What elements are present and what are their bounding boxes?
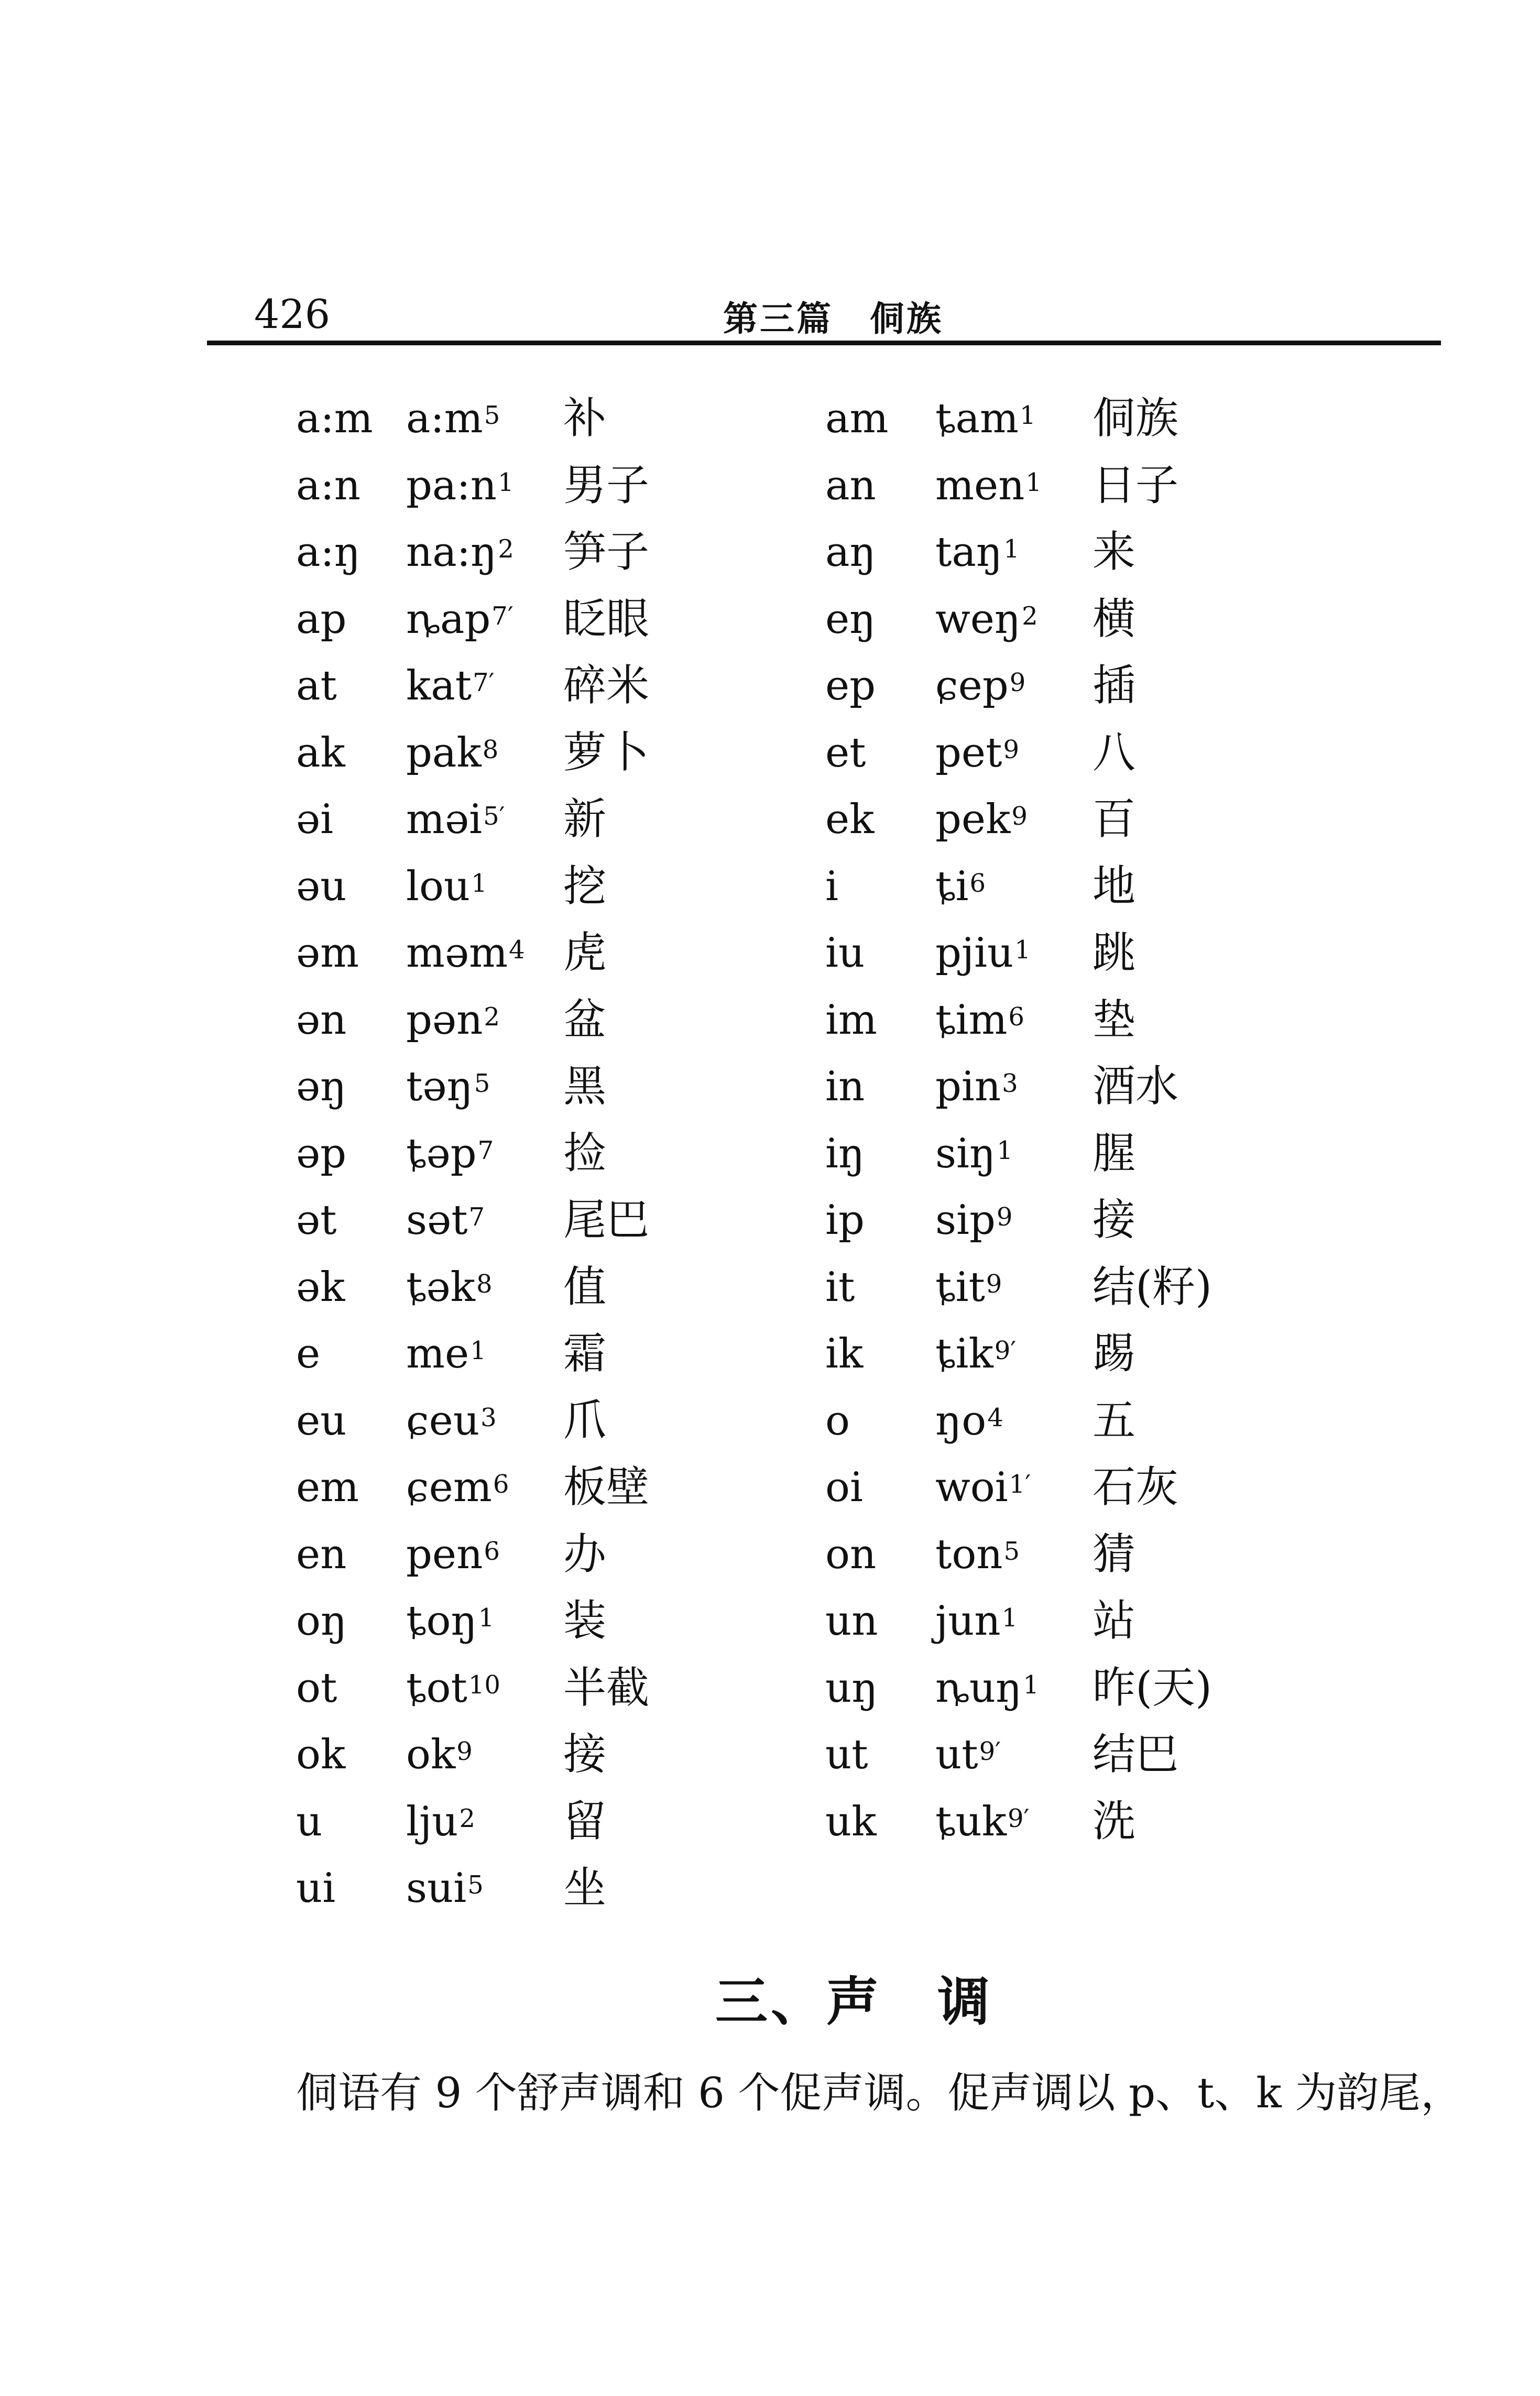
example-syllable: sip — [935, 1197, 996, 1244]
example-syllable: ȶot — [406, 1664, 467, 1712]
example-word — [406, 462, 514, 509]
gloss: 新 — [563, 794, 607, 844]
example-word — [406, 796, 505, 843]
example-syllable: ȶoŋ — [406, 1598, 477, 1645]
example-syllable: ɕem — [406, 1464, 492, 1511]
example-word — [935, 662, 1026, 709]
example-syllable: ȶuk — [935, 1798, 1007, 1845]
gloss: 眨眼 — [563, 594, 650, 644]
rime: ek — [825, 796, 875, 843]
gloss: 踢 — [1093, 1329, 1136, 1378]
example-word — [935, 729, 1019, 776]
rime: i — [825, 862, 838, 910]
rime: aŋ — [825, 529, 876, 576]
example-word — [935, 1397, 1003, 1445]
gloss: 结巴 — [1093, 1730, 1179, 1779]
example-syllable: pen — [406, 1530, 483, 1578]
example-word — [406, 929, 525, 977]
example-word — [935, 1798, 1030, 1845]
gloss: 横 — [1093, 594, 1136, 644]
tone-number: 9′ — [1008, 1803, 1030, 1833]
example-word — [935, 595, 1038, 643]
example-syllable: təŋ — [406, 1063, 473, 1110]
rime: ot — [296, 1664, 337, 1712]
rime: eu — [296, 1397, 347, 1445]
rime: ui — [296, 1865, 336, 1912]
gloss: 石灰 — [1093, 1462, 1179, 1512]
rime: u — [296, 1798, 323, 1845]
tone-number: 8 — [482, 735, 499, 764]
rime: ap — [296, 595, 347, 643]
tone-number: 4 — [509, 935, 525, 965]
gloss: 黑 — [563, 1062, 607, 1111]
example-word — [935, 1598, 1018, 1645]
rime: oi — [825, 1464, 863, 1511]
rime: am — [825, 395, 889, 442]
example-word — [406, 1865, 484, 1912]
rime: ən — [296, 996, 347, 1044]
gloss: 爪 — [563, 1395, 607, 1446]
example-word — [935, 862, 986, 910]
example-word — [406, 1464, 509, 1511]
body-paragraph: 侗语有 9 个舒声调和 6 个促声调。促声调以 p、t、k 为韵尾， — [296, 2069, 1463, 2117]
tone-number: 1 — [1023, 1670, 1039, 1700]
tone-number: 1 — [1001, 1603, 1018, 1633]
tone-number: 1 — [1019, 401, 1036, 430]
rime: əi — [296, 796, 334, 843]
gloss: 留 — [563, 1796, 607, 1846]
example-syllable: weŋ — [935, 595, 1021, 643]
example-word — [406, 662, 495, 709]
example-syllable: pak — [406, 729, 482, 776]
rime: ep — [825, 662, 876, 709]
rime: uŋ — [825, 1664, 878, 1712]
tone-number: 9 — [996, 1202, 1013, 1232]
example-syllable: ȶam — [935, 395, 1019, 442]
tone-number: 5′ — [483, 802, 505, 831]
rime: ut — [825, 1731, 868, 1778]
example-syllable: ȶi — [935, 862, 969, 910]
gloss: 补 — [563, 393, 607, 443]
gloss: 坐 — [563, 1863, 607, 1913]
example-word — [935, 1263, 1002, 1311]
rime: əŋ — [296, 1063, 347, 1110]
example-word — [935, 1130, 1013, 1177]
gloss: 捡 — [563, 1128, 607, 1178]
example-word — [406, 1731, 473, 1778]
example-syllable: pin — [935, 1063, 1001, 1110]
example-syllable: pek — [935, 796, 1011, 843]
gloss: 挖 — [563, 861, 607, 911]
example-syllable: ȶit — [935, 1263, 985, 1311]
example-syllable: ȶim — [935, 996, 1008, 1044]
tone-number: 5 — [474, 1069, 490, 1098]
example-word — [406, 1330, 486, 1377]
example-word — [406, 729, 499, 776]
gloss: 来 — [1093, 527, 1136, 577]
example-word — [406, 996, 500, 1044]
rime: ət — [296, 1197, 337, 1244]
example-syllable: siŋ — [935, 1130, 996, 1177]
tone-number: 1 — [1003, 534, 1020, 564]
tone-number: 7′ — [492, 601, 514, 631]
tone-number: 6 — [1008, 1002, 1024, 1032]
example-word — [406, 1664, 500, 1712]
example-word — [935, 395, 1036, 442]
tone-number: 6 — [493, 1470, 509, 1499]
example-word — [406, 1798, 475, 1845]
rime: at — [296, 662, 337, 709]
gloss: 地 — [1093, 861, 1136, 911]
example-word — [935, 1330, 1017, 1377]
example-syllable: ȶək — [406, 1263, 475, 1311]
gloss: 半截 — [563, 1662, 650, 1713]
tone-number: 1 — [997, 1135, 1013, 1165]
example-syllable: kat — [406, 662, 472, 709]
example-syllable: ok — [406, 1731, 456, 1778]
example-word — [935, 1731, 1001, 1778]
rime: ik — [825, 1330, 864, 1377]
tone-number: 1 — [470, 1336, 486, 1365]
tone-number: 9′ — [994, 1336, 1017, 1365]
gloss: 垫 — [1093, 994, 1136, 1045]
tone-number: 8 — [476, 1269, 493, 1299]
gloss: 昨(天) — [1093, 1662, 1212, 1713]
example-syllable: a:m — [406, 395, 483, 442]
example-syllable: sui — [406, 1865, 467, 1912]
rime: iu — [825, 929, 865, 977]
example-word — [935, 1530, 1020, 1578]
page-number: 426 — [254, 291, 331, 337]
rime: a:ŋ — [296, 529, 361, 576]
rime: in — [825, 1063, 865, 1110]
example-word — [935, 529, 1020, 576]
example-word — [935, 462, 1042, 509]
gloss: 板壁 — [563, 1462, 650, 1512]
rime: im — [825, 996, 877, 1044]
tone-number: 7′ — [473, 668, 495, 697]
example-word — [406, 1130, 494, 1177]
gloss: 接 — [563, 1730, 607, 1779]
tone-number: 1 — [471, 868, 487, 898]
rime: a:m — [296, 395, 373, 442]
gloss: 腥 — [1093, 1128, 1136, 1178]
gloss: 八 — [1093, 727, 1136, 778]
gloss: 插 — [1093, 661, 1136, 710]
gloss: 盆 — [563, 994, 607, 1045]
rime: em — [296, 1464, 359, 1511]
example-syllable: ȶik — [935, 1330, 993, 1377]
gloss: 跳 — [1093, 928, 1136, 978]
gloss: 霜 — [563, 1329, 607, 1378]
tone-number: 9′ — [979, 1737, 1001, 1766]
gloss: 百 — [1093, 794, 1136, 844]
example-syllable: ȶəp — [406, 1130, 477, 1177]
example-word — [935, 996, 1024, 1044]
tone-number: 1 — [478, 1603, 495, 1633]
example-word — [406, 1397, 497, 1445]
tone-number: 6 — [969, 868, 986, 898]
example-word — [935, 1464, 1031, 1511]
rime: ip — [825, 1197, 865, 1244]
example-syllable: məi — [406, 796, 483, 843]
section-title: 三、声 调 — [715, 1971, 993, 2032]
gloss: 萝卜 — [563, 727, 650, 778]
example-syllable: ut — [935, 1731, 978, 1778]
example-syllable: ɕeu — [406, 1397, 480, 1445]
tone-number: 1′ — [1009, 1470, 1031, 1499]
rime: uk — [825, 1798, 877, 1845]
example-syllable: pa:n — [406, 462, 497, 509]
gloss: 碎米 — [563, 661, 650, 710]
example-word — [406, 1530, 500, 1578]
tone-number: 5 — [467, 1870, 484, 1900]
example-syllable: taŋ — [935, 529, 1003, 576]
tone-number: 5 — [484, 401, 500, 430]
tone-number: 4 — [987, 1403, 1003, 1432]
example-syllable: na:ŋ — [406, 529, 497, 576]
example-syllable: ȵap — [406, 595, 491, 643]
example-word — [935, 796, 1028, 843]
example-syllable: lju — [406, 1798, 458, 1845]
tone-number: 5 — [1003, 1536, 1020, 1566]
example-syllable: pən — [406, 996, 483, 1044]
rime: un — [825, 1598, 878, 1645]
tone-number: 9 — [986, 1269, 1002, 1299]
tone-number: 9 — [1003, 735, 1019, 764]
tone-number: 9 — [1009, 668, 1026, 697]
example-syllable: pet — [935, 729, 1002, 776]
tone-number: 9 — [456, 1737, 473, 1766]
rime: it — [825, 1263, 855, 1311]
gloss: 办 — [563, 1529, 607, 1579]
example-syllable: jun — [935, 1598, 1001, 1645]
gloss: 笋子 — [563, 527, 650, 577]
example-word — [935, 1197, 1013, 1244]
rime: o — [825, 1397, 850, 1445]
rime: on — [825, 1530, 877, 1578]
tone-number: 1 — [497, 467, 514, 497]
rime: eŋ — [825, 595, 876, 643]
example-syllable: men — [935, 462, 1025, 509]
example-syllable: ton — [935, 1530, 1003, 1578]
example-syllable: məm — [406, 929, 508, 977]
example-word — [406, 1197, 485, 1244]
tone-number: 2 — [484, 1002, 500, 1032]
tone-number: 7 — [477, 1135, 494, 1165]
gloss: 酒水 — [1093, 1062, 1179, 1111]
example-syllable: ȵuŋ — [935, 1664, 1022, 1712]
rime: an — [825, 462, 876, 509]
example-syllable: sət — [406, 1197, 468, 1244]
example-word — [406, 529, 514, 576]
tone-number: 2 — [498, 534, 514, 564]
gloss: 五 — [1093, 1395, 1136, 1446]
gloss: 虎 — [563, 928, 607, 978]
tone-number: 9 — [1011, 802, 1028, 831]
gloss: 洗 — [1093, 1796, 1136, 1846]
rime: oŋ — [296, 1598, 347, 1645]
example-syllable: ɕep — [935, 662, 1009, 709]
example-word — [406, 1263, 493, 1311]
rime: ək — [296, 1263, 345, 1311]
rime: et — [825, 729, 866, 776]
rime: əp — [296, 1130, 347, 1177]
tone-number: 7 — [468, 1202, 485, 1232]
example-word — [406, 862, 487, 910]
running-head: 第三篇 侗族 — [723, 298, 943, 339]
rime: əu — [296, 862, 347, 910]
rime: ak — [296, 729, 345, 776]
gloss: 日子 — [1093, 460, 1179, 510]
example-syllable: ŋo — [935, 1397, 987, 1445]
tone-number: 2 — [459, 1803, 475, 1833]
rime: e — [296, 1330, 321, 1377]
gloss: 站 — [1093, 1596, 1136, 1646]
rime: iŋ — [825, 1130, 865, 1177]
tone-number: 3 — [480, 1403, 497, 1432]
example-syllable: woi — [935, 1464, 1008, 1511]
example-syllable: lou — [406, 862, 471, 910]
rime: a:n — [296, 462, 361, 509]
gloss: 结(籽) — [1093, 1262, 1212, 1312]
rime: en — [296, 1530, 347, 1578]
example-syllable: pjiu — [935, 929, 1014, 977]
rime: ok — [296, 1731, 346, 1778]
example-word — [406, 1063, 490, 1110]
gloss: 接 — [1093, 1195, 1136, 1245]
tone-number: 2 — [1022, 601, 1038, 631]
tone-number: 3 — [1002, 1069, 1018, 1098]
gloss: 装 — [563, 1596, 607, 1646]
gloss: 男子 — [563, 460, 650, 510]
gloss: 值 — [563, 1262, 607, 1312]
example-word — [935, 1664, 1039, 1712]
example-word — [935, 1063, 1018, 1110]
example-word — [406, 595, 514, 643]
example-word — [406, 1598, 495, 1645]
tone-number: 1 — [1014, 935, 1031, 965]
example-syllable: me — [406, 1330, 469, 1377]
tone-number: 1 — [1025, 467, 1042, 497]
page-header — [207, 283, 1441, 345]
tone-number: 6 — [484, 1536, 500, 1566]
tone-number: 10 — [468, 1670, 500, 1700]
example-word — [935, 929, 1031, 977]
rime: əm — [296, 929, 359, 977]
example-word — [406, 395, 500, 442]
gloss: 尾巴 — [563, 1195, 650, 1245]
gloss: 侗族 — [1093, 393, 1179, 443]
gloss: 猜 — [1093, 1529, 1136, 1579]
